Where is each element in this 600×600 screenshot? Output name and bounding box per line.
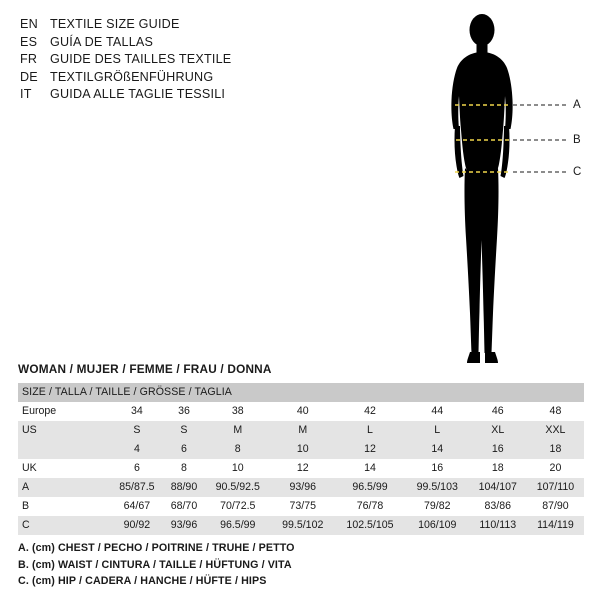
size-table xyxy=(18,383,584,535)
table-row xyxy=(18,421,584,440)
table-cell: 6 xyxy=(110,459,164,478)
table-cell: 18 xyxy=(527,440,584,459)
table-cell: 79/82 xyxy=(406,497,469,516)
language-text: GUIDA ALLE TAGLIE TESSILI xyxy=(50,87,226,101)
table-cell: 16 xyxy=(469,440,527,459)
row-label xyxy=(18,440,110,459)
language-code: IT xyxy=(20,87,32,101)
language-text: GUIDE DES TAILLES TEXTILE xyxy=(50,52,232,66)
row-label: C xyxy=(18,516,110,535)
table-row xyxy=(18,402,584,421)
row-label: US xyxy=(18,421,110,440)
language-code: FR xyxy=(20,52,38,66)
table-cell: 18 xyxy=(469,459,527,478)
table-cell: 96.5/99 xyxy=(204,516,271,535)
table-cell: 99.5/102 xyxy=(271,516,334,535)
row-label: B xyxy=(18,497,110,516)
table-cell: 85/87.5 xyxy=(110,478,164,497)
language-row xyxy=(20,34,350,52)
table-cell: L xyxy=(334,421,406,440)
table-cell: S xyxy=(164,421,204,440)
table-cell: 14 xyxy=(334,459,406,478)
table-cell: 46 xyxy=(469,402,527,421)
table-row xyxy=(18,440,584,459)
table-row xyxy=(18,497,584,516)
female-silhouette-figure xyxy=(425,8,590,373)
table-cell: 4 xyxy=(110,440,164,459)
language-code: DE xyxy=(20,69,38,84)
table-row xyxy=(18,478,584,497)
table-cell: 8 xyxy=(164,459,204,478)
table-cell: 88/90 xyxy=(164,478,204,497)
table-cell: 6 xyxy=(164,440,204,459)
table-cell: 14 xyxy=(406,440,469,459)
table-cell: 40 xyxy=(271,402,334,421)
table-cell: 90/92 xyxy=(110,516,164,535)
legend-line-c: C. (cm) HIP / CADERA / HANCHE / HÜFTE / HIPS xyxy=(18,575,267,587)
row-label: Europe xyxy=(18,402,110,421)
table-cell: M xyxy=(271,421,334,440)
language-text: TEXTILE SIZE GUIDE xyxy=(50,17,180,31)
table-cell: 16 xyxy=(406,459,469,478)
table-row xyxy=(18,516,584,535)
language-row xyxy=(20,69,350,87)
table-cell: 12 xyxy=(334,440,406,459)
table-cell: 76/78 xyxy=(334,497,406,516)
table-cell: 70/72.5 xyxy=(204,497,271,516)
table-cell: 48 xyxy=(527,402,584,421)
table-cell: 93/96 xyxy=(164,516,204,535)
table-cell: 44 xyxy=(406,402,469,421)
table-cell: 106/109 xyxy=(406,516,469,535)
marker-label-b: B xyxy=(573,134,581,146)
table-cell: 68/70 xyxy=(164,497,204,516)
table-cell: 104/107 xyxy=(469,478,527,497)
table-cell: 83/86 xyxy=(469,497,527,516)
table-cell: 42 xyxy=(334,402,406,421)
table-cell: 38 xyxy=(204,402,271,421)
marker-label-a: A xyxy=(573,99,581,111)
table-cell: 64/67 xyxy=(110,497,164,516)
table-cell: 10 xyxy=(271,440,334,459)
table-cell: S xyxy=(110,421,164,440)
table-cell: XXL xyxy=(527,421,584,440)
table-cell: 102.5/105 xyxy=(334,516,406,535)
language-list xyxy=(20,16,350,104)
woman-section-heading: WOMAN / MUJER / FEMME / FRAU / DONNA xyxy=(18,362,272,376)
table-cell: 34 xyxy=(110,402,164,421)
table-cell: 8 xyxy=(204,440,271,459)
table-cell: XL xyxy=(469,421,527,440)
body-silhouette-icon xyxy=(425,8,590,373)
table-cell: 36 xyxy=(164,402,204,421)
table-row xyxy=(18,459,584,478)
language-code: EN xyxy=(20,17,38,31)
table-cell: 110/113 xyxy=(469,516,527,535)
table-cell: 99.5/103 xyxy=(406,478,469,497)
marker-label-c: C xyxy=(573,166,582,178)
table-cell: 96.5/99 xyxy=(334,478,406,497)
table-cell: 114/119 xyxy=(527,516,584,535)
table-cell: M xyxy=(204,421,271,440)
table-cell: 90.5/92.5 xyxy=(204,478,271,497)
table-cell: 87/90 xyxy=(527,497,584,516)
table-cell: 20 xyxy=(527,459,584,478)
table-cell: 10 xyxy=(204,459,271,478)
row-label: A xyxy=(18,478,110,497)
language-row xyxy=(20,16,350,34)
table-cell: 107/110 xyxy=(527,478,584,497)
language-code: ES xyxy=(20,34,38,49)
table-header-label: SIZE / TALLA / TAILLE / GRÖSSE / TAGLIA xyxy=(18,383,584,402)
language-text: GUÍA DE TALLAS xyxy=(50,34,154,49)
table-header-row xyxy=(18,383,584,402)
measurement-legend xyxy=(18,540,295,590)
legend-line-a: A. (cm) CHEST / PECHO / POITRINE / TRUHE / PETTO xyxy=(18,542,295,554)
language-row xyxy=(20,51,350,69)
table-cell: 73/75 xyxy=(271,497,334,516)
table-cell: L xyxy=(406,421,469,440)
table-cell: 12 xyxy=(271,459,334,478)
language-row xyxy=(20,86,350,104)
table-cell: 93/96 xyxy=(271,478,334,497)
row-label: UK xyxy=(18,459,110,478)
legend-line-b: B. (cm) WAIST / CINTURA / TAILLE / HÜFTUNG / VITA xyxy=(18,558,292,571)
language-text: TEXTILGRÖßENFÜHRUNG xyxy=(50,69,214,84)
size-table-wrapper xyxy=(18,383,584,535)
